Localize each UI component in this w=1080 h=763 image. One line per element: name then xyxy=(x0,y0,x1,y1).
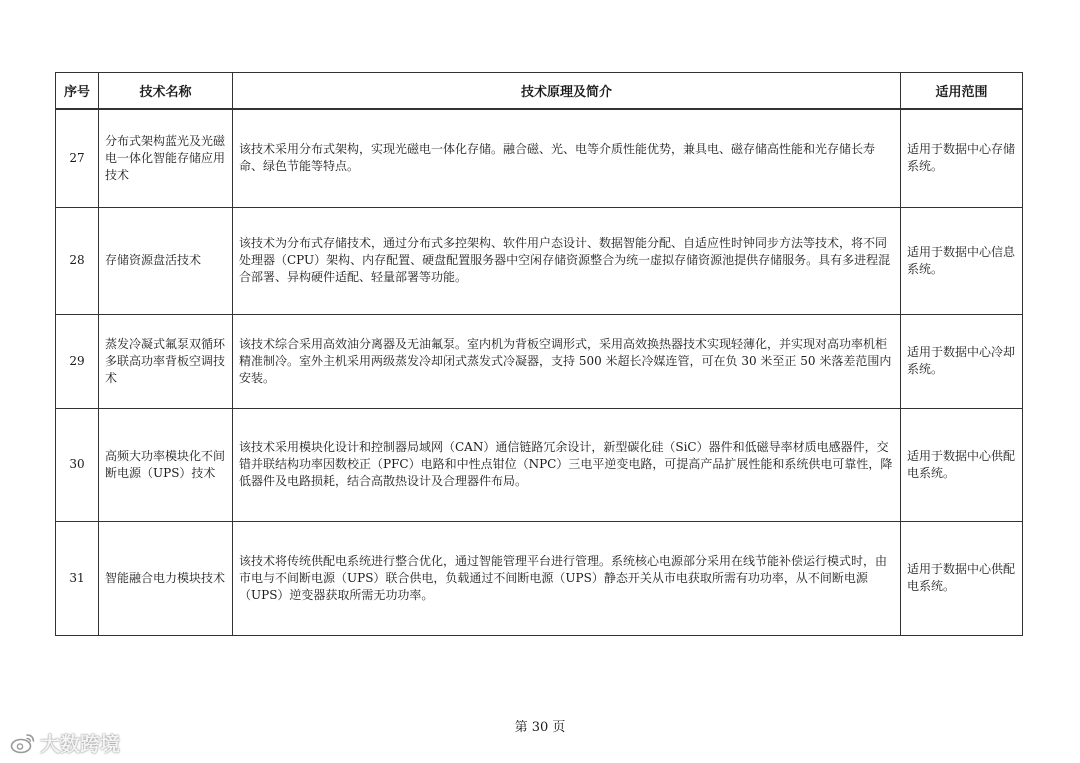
page-number: 第 30 页 xyxy=(514,720,566,735)
row-number: 29 xyxy=(56,314,99,408)
weibo-logo-icon xyxy=(10,732,36,754)
tech-description: 该技术为分布式存储技术，通过分布式多控架构、软件用户态设计、数据智能分配、自适应性时钟同步方法等技术，将不同处理器（CPU）架构、内存配置、硬盘配置服务器中空闲存储资源整合为统一虚拟存储资源池提供存储服务。具有多进程混合部署、异构硬件适配、轻量部署等功能。 xyxy=(233,207,901,314)
row-number: 31 xyxy=(56,521,99,635)
row-number: 27 xyxy=(56,109,99,207)
tech-name: 高频大功率模块化不间断电源（UPS）技术 xyxy=(99,408,233,521)
tech-description: 该技术采用模块化设计和控制器局域网（CAN）通信链路冗余设计，新型碳化硅（SiC）器件和低磁导率材质电感器件，交错并联结构功率因数校正（PFC）电路和中性点钳位（NPC）三电平逆变电路，可提高产品扩展性能和系统供电可靠性，降低器件及电路损耗，结合高散热设计及合理器件布局。 xyxy=(233,408,901,521)
tech-scope: 适用于数据中心供配电系统。 xyxy=(901,521,1023,635)
tech-scope: 适用于数据中心存储系统。 xyxy=(901,109,1023,207)
table-row xyxy=(56,408,1023,521)
table-row xyxy=(56,207,1023,314)
table-row xyxy=(56,314,1023,408)
header-number: 序号 xyxy=(56,73,99,110)
tech-name: 分布式架构蓝光及光磁电一体化智能存储应用技术 xyxy=(99,109,233,207)
row-number: 30 xyxy=(56,408,99,521)
tech-name: 存储资源盘活技术 xyxy=(99,207,233,314)
row-number: 28 xyxy=(56,207,99,314)
table-header-row xyxy=(56,73,1023,110)
tech-name: 蒸发冷凝式氟泵双循环多联高功率背板空调技术 xyxy=(99,314,233,408)
watermark xyxy=(10,728,120,757)
tech-name: 智能融合电力模块技术 xyxy=(99,521,233,635)
tech-description: 该技术将传统供配电系统进行整合优化，通过智能管理平台进行管理。系统核心电源部分采用在线节能补偿运行模式时，由市电与不间断电源（UPS）联合供电，负载通过不间断电源（UPS）静态开关从市电获取所需有功功率，从不间断电源（UPS）逆变器获取所需无功功率。 xyxy=(233,521,901,635)
technology-table xyxy=(55,72,1023,636)
watermark-text: 大数跨境 xyxy=(40,732,120,756)
tech-scope: 适用于数据中心冷却系统。 xyxy=(901,314,1023,408)
header-scope: 适用范围 xyxy=(901,73,1023,110)
tech-scope: 适用于数据中心信息系统。 xyxy=(901,207,1023,314)
tech-description: 该技术综合采用高效油分离器及无油氟泵。室内机为背板空调形式，采用高效换热器技术实现轻薄化，并实现对高功率机柜精准制冷。室外主机采用两级蒸发冷却闭式蒸发式冷凝器，支持 500 米超长冷媒连管，可在负 30 米至正 50 米落差范围内安装。 xyxy=(233,314,901,408)
header-tech-name: 技术名称 xyxy=(99,73,233,110)
header-principle: 技术原理及简介 xyxy=(233,73,901,110)
tech-scope: 适用于数据中心供配电系统。 xyxy=(901,408,1023,521)
table-row xyxy=(56,109,1023,207)
table-row xyxy=(56,521,1023,635)
tech-description: 该技术采用分布式架构，实现光磁电一体化存储。融合磁、光、电等介质性能优势，兼具电、磁存储高性能和光存储长寿命、绿色节能等特点。 xyxy=(233,109,901,207)
